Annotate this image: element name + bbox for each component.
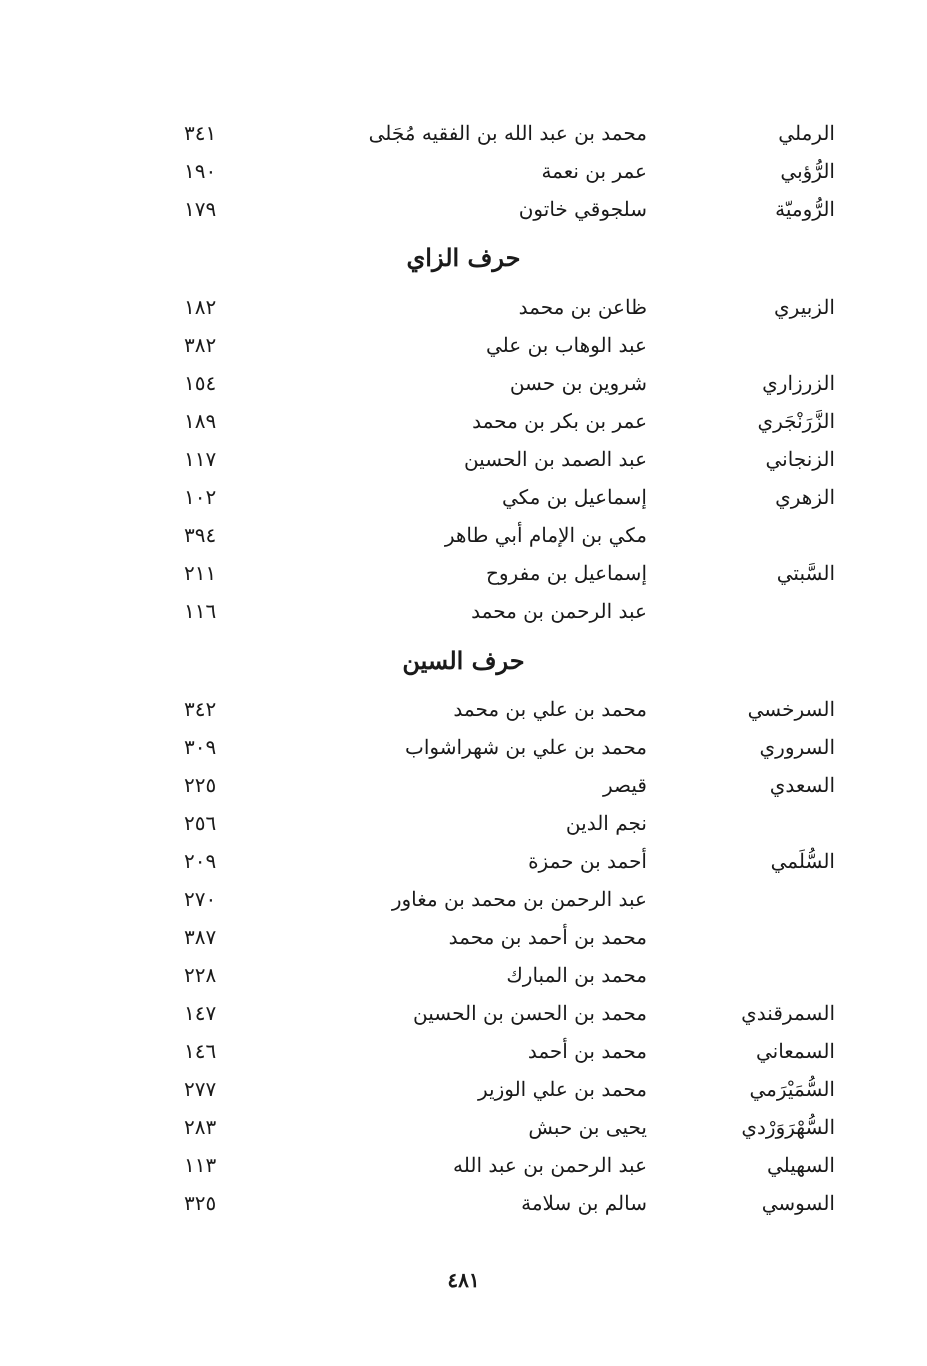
index-entry — [0, 592, 927, 630]
entry-page: ١٩٠ — [184, 159, 217, 183]
entry-name: سلجوقي خاتون — [518, 197, 647, 221]
entry-page: ١١٦ — [184, 599, 217, 623]
entry-page: ١١٣ — [184, 1153, 217, 1177]
index-entry — [0, 1146, 927, 1184]
page-number: ٤٨١ — [447, 1268, 480, 1292]
index-entry — [0, 190, 927, 228]
entry-name: ظاعن بن محمد — [518, 295, 647, 319]
index-entry — [0, 1108, 927, 1146]
entry-page: ٣٨٢ — [184, 333, 217, 357]
index-entry — [0, 440, 927, 478]
index-entry — [0, 288, 927, 326]
entry-page: ٢٢٥ — [184, 773, 217, 797]
entry-page: ٣٤٢ — [184, 697, 217, 721]
entry-name: محمد بن علي الوزير — [477, 1077, 647, 1101]
entry-name: شروين بن حسن — [509, 371, 647, 395]
index-entry — [0, 326, 927, 364]
index-entry — [0, 690, 927, 728]
index-entry — [0, 364, 927, 402]
index-entry — [0, 1032, 927, 1070]
entry-page: ٣٤١ — [184, 121, 217, 145]
entry-page: ٣٩٤ — [184, 523, 217, 547]
index-entry — [0, 554, 927, 592]
entry-name: نجم الدين — [565, 811, 647, 835]
entry-nisba: السمعاني — [755, 1039, 835, 1063]
entry-nisba: السروري — [759, 735, 835, 759]
entry-page: ٢٠٩ — [184, 849, 217, 873]
entry-nisba: الرُّؤبي — [780, 159, 835, 183]
index-entry — [0, 994, 927, 1032]
entry-nisba: الزَّرَنْجَري — [757, 409, 835, 433]
entry-name: قيصر — [603, 773, 647, 797]
entry-name: إسماعيل بن مكي — [501, 485, 647, 509]
entry-page: ٣٠٩ — [184, 735, 217, 759]
index-entry — [0, 402, 927, 440]
entry-nisba: السمرقندي — [741, 1001, 835, 1025]
entry-nisba: السَّبتي — [776, 561, 835, 585]
entry-nisba: الزنجاني — [765, 447, 835, 471]
entry-page: ١٨٢ — [184, 295, 217, 319]
entry-page: ١٤٦ — [184, 1039, 217, 1063]
entry-nisba: السرخسي — [747, 697, 835, 721]
entry-name: سالم بن سلامة — [521, 1191, 647, 1215]
entry-name: إسماعيل بن مفروح — [485, 561, 647, 585]
entry-page: ٢٨٣ — [184, 1115, 217, 1139]
entry-name: مكي بن الإمام أبي طاهر — [444, 523, 647, 547]
entry-name: محمد بن علي بن محمد — [453, 697, 647, 721]
entry-nisba: الزبيري — [774, 295, 835, 319]
entry-page: ١٠٢ — [184, 485, 217, 509]
entry-page: ١٥٤ — [184, 371, 217, 395]
entry-page: ٢٧٧ — [184, 1077, 217, 1101]
index-entry — [0, 842, 927, 880]
entry-name: محمد بن أحمد بن محمد — [448, 925, 647, 949]
entry-name: عبد الوهاب بن علي — [485, 333, 647, 357]
entry-name: محمد بن أحمد — [527, 1039, 647, 1063]
index-entry — [0, 478, 927, 516]
entry-name: محمد بن الحسن بن الحسين — [413, 1001, 647, 1025]
entry-name: عبد الرحمن بن عبد الله — [453, 1153, 647, 1177]
entry-name: محمد بن المبارك — [506, 963, 647, 987]
entry-page: ١٧٩ — [184, 197, 217, 221]
entry-name: محمد بن علي بن شهراشواب — [405, 735, 647, 759]
entry-nisba: السعدي — [769, 773, 835, 797]
index-entry — [0, 516, 927, 554]
entry-nisba: السوسي — [761, 1191, 835, 1215]
entry-nisba: السُّهْرَوَرْدي — [741, 1115, 835, 1139]
entry-page: ١٨٩ — [184, 409, 217, 433]
entry-nisba: السُّمَيْرَمي — [749, 1077, 835, 1101]
entry-name: يحيى بن حبش — [528, 1115, 647, 1139]
entry-page: ١١٧ — [184, 447, 217, 471]
section-heading-sin: حرف السين — [402, 646, 525, 675]
entry-page: ٢٧٠ — [184, 887, 217, 911]
entry-nisba: الرُّوميّة — [775, 197, 835, 221]
index-entry — [0, 728, 927, 766]
index-entry — [0, 918, 927, 956]
entry-page: ٢١١ — [184, 561, 217, 585]
entry-page: ٣٨٧ — [184, 925, 217, 949]
entry-name: عمر بن نعمة — [541, 159, 647, 183]
entry-nisba: الزرزاري — [762, 371, 835, 395]
index-entry — [0, 1184, 927, 1222]
entry-name: عبد الرحمن بن محمد — [471, 599, 647, 623]
index-entry — [0, 1070, 927, 1108]
index-entry — [0, 766, 927, 804]
index-entry — [0, 956, 927, 994]
entry-name: محمد بن عبد الله بن الفقيه مُجَلى — [368, 121, 647, 145]
entry-name: عبد الرحمن بن محمد بن مغاور — [391, 887, 647, 911]
index-entry — [0, 152, 927, 190]
entry-page: ٣٢٥ — [184, 1191, 217, 1215]
entry-page: ١٤٧ — [184, 1001, 217, 1025]
section-heading-zay: حرف الزاي — [406, 243, 521, 272]
entry-nisba: الرملي — [778, 121, 835, 145]
entry-name: عبد الصمد بن الحسين — [463, 447, 647, 471]
index-entry — [0, 880, 927, 918]
index-entry — [0, 804, 927, 842]
entry-nisba: الزهري — [775, 485, 835, 509]
entry-page: ٢٥٦ — [184, 811, 217, 835]
entry-name: عمر بن بكر بن محمد — [472, 409, 647, 433]
entry-page: ٢٢٨ — [184, 963, 217, 987]
index-entry — [0, 114, 927, 152]
entry-nisba: السُّلَمي — [770, 849, 835, 873]
entry-name: أحمد بن حمزة — [528, 849, 647, 873]
entry-nisba: السهيلي — [766, 1153, 835, 1177]
